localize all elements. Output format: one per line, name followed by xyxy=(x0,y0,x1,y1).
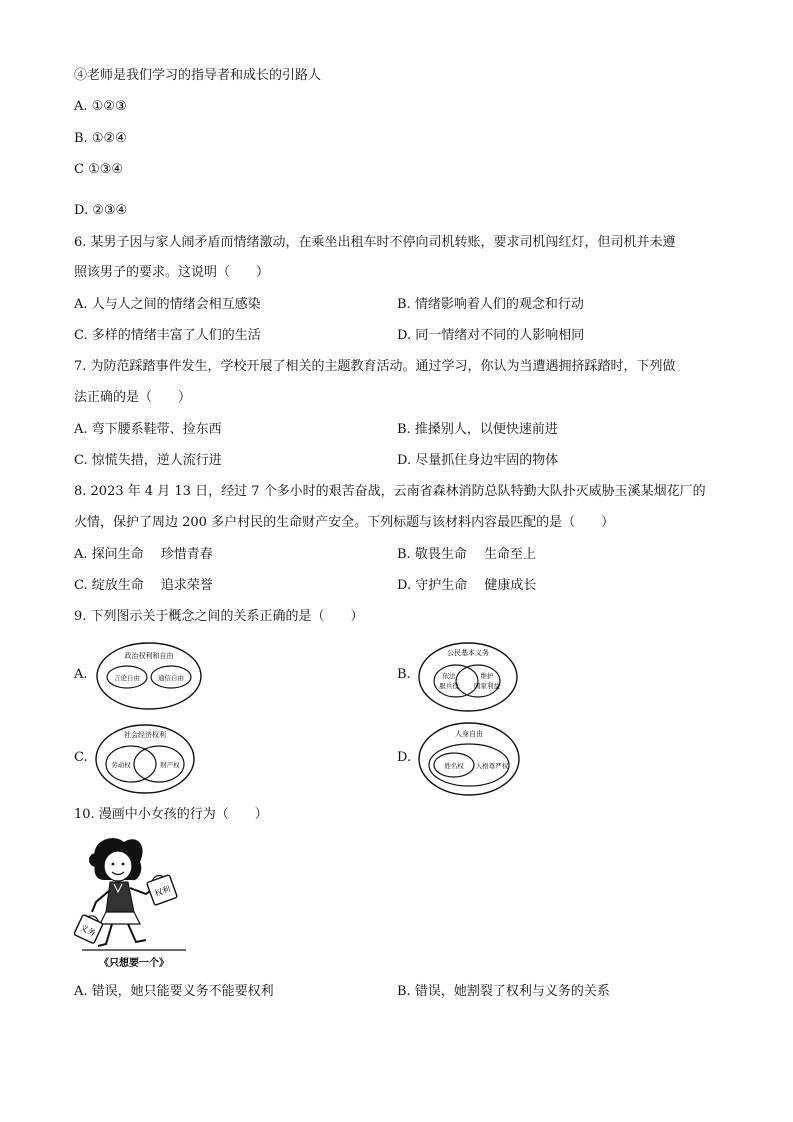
q6-stem-line2: 照该男子的要求。这说明（ ） xyxy=(74,265,270,280)
q10-stem: 10. 漫画中小女孩的行为（ ） xyxy=(74,807,268,822)
q8-option-b: B. 敬畏生命 生命至上 xyxy=(397,547,536,562)
diagram-b-outer-label: 公民基本义务 xyxy=(447,649,489,657)
q8-option-d: D. 守护生命 健康成长 xyxy=(397,578,537,593)
q10-option-b: B. 错误，她割裂了权利与义务的关系 xyxy=(397,984,610,999)
q5-option-c: C ①③④ xyxy=(74,162,124,177)
q9-diagram-a xyxy=(94,640,204,712)
diagram-b-left-label-2: 服兵役 xyxy=(439,682,459,690)
cartoon-caption: 《只想要一个》 xyxy=(99,958,169,969)
cartoon-right-bag-label: 权利 xyxy=(153,884,172,899)
q6-option-a: A. 人与人之间的情绪会相互感染 xyxy=(74,297,261,312)
diagram-b-right-label-2: 国家利益 xyxy=(474,682,500,690)
q9-diagram-c xyxy=(93,722,197,796)
q9-stem: 9. 下列图示关于概念之间的关系正确的是（ ） xyxy=(74,609,364,624)
q10-option-a: A. 错误，她只能要义务不能要权利 xyxy=(74,984,274,999)
q7-stem-line2: 法正确的是（ ） xyxy=(74,390,192,405)
q5-option-a: A. ①②③ xyxy=(74,99,127,114)
q7-option-b: B. 推搡别人，以便快速前进 xyxy=(397,422,558,437)
diagram-c-outer-label: 社会经济权利 xyxy=(124,731,166,739)
q8-stem-line2: 火情，保护了周边 200 多户村民的生命财产安全。下列标题与该材料内容最匹配的是（ ） xyxy=(74,515,615,530)
diagram-d-left-label: 姓名权 xyxy=(444,762,464,770)
q8-option-c: C. 绽放生命 追求荣誉 xyxy=(74,578,213,593)
q5-option-d: D. ②③④ xyxy=(74,203,128,218)
diagram-d-right-label: 人格尊严权 xyxy=(475,762,509,770)
q8-stem-line1: 8. 2023 年 4 月 13 日，经过 7 个多小时的艰苦奋战，云南省森林消防总队特勤大队扑灭威胁玉溪某烟花厂的 xyxy=(74,484,706,499)
cartoon-left-bag-label: 义务 xyxy=(78,922,97,938)
diagram-a-right-label: 通信自由 xyxy=(158,674,184,682)
q9-option-a-label: A. xyxy=(74,667,88,682)
q6-option-c: C. 多样的情绪丰富了人们的生活 xyxy=(74,328,261,343)
q5-option-b: B. ①②④ xyxy=(74,131,127,146)
q9-diagram-d xyxy=(416,720,522,798)
q9-option-b-label: B. xyxy=(397,667,411,682)
diagram-a-left-label: 言论自由 xyxy=(114,674,140,682)
q7-stem-line1: 7. 为防范踩踏事件发生，学校开展了相关的主题教育活动。通过学习，你认为当遭遇拥挤踩踏时，下列做 xyxy=(74,359,676,374)
q9-option-c-label: C. xyxy=(74,750,88,765)
q9-diagram-b xyxy=(416,640,520,714)
diagram-b-left-label-1: 依法 xyxy=(442,672,456,680)
q6-stem-line1: 6. 某男子因与家人闹矛盾而情绪激动，在乘坐出租车时不停向司机转账，要求司机闯红灯，但司机并未遵 xyxy=(74,235,676,250)
q6-option-d: D. 同一情绪对不同的人影响相同 xyxy=(397,328,585,343)
diagram-b-right-label-1: 维护 xyxy=(480,672,494,680)
q6-option-b: B. 情绪影响着人们的观念和行动 xyxy=(397,297,584,312)
q8-option-a: A. 探问生命 珍惜青春 xyxy=(74,547,213,562)
q5-statement-4: ④老师是我们学习的指导者和成长的引路人 xyxy=(74,68,322,83)
q7-option-c: C. 惊慌失措，逆人流行进 xyxy=(74,453,222,468)
diagram-d-outer-label: 人身自由 xyxy=(455,730,483,738)
diagram-c-right-label: 财产权 xyxy=(160,761,180,769)
q7-option-d: D. 尽量抓住身边牢固的物体 xyxy=(397,453,559,468)
diagram-a-outer-label: 政治权利和自由 xyxy=(124,652,174,660)
q7-option-a: A. 弯下腰系鞋带、捡东西 xyxy=(74,422,222,437)
q9-option-d-label: D. xyxy=(397,750,412,765)
diagram-c-left-label: 劳动权 xyxy=(111,761,131,769)
q10-cartoon xyxy=(74,832,194,972)
